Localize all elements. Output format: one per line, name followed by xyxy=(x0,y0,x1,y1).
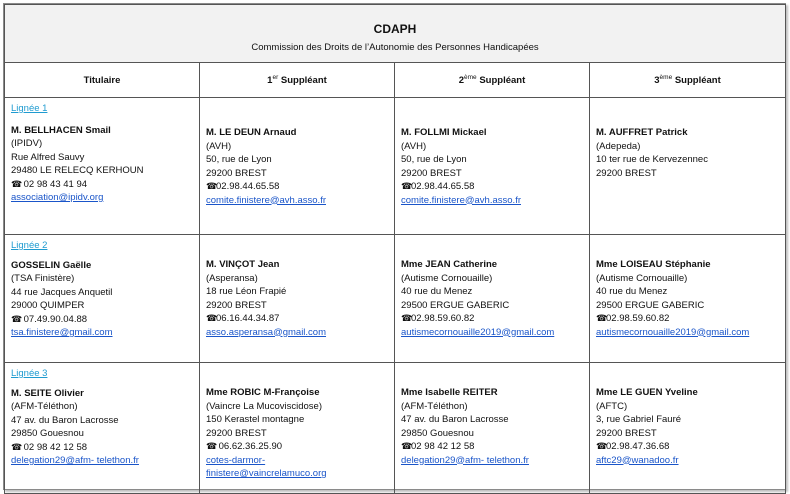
lignee-link[interactable]: Lignée 3 xyxy=(11,368,48,379)
contact-phone: ☎02.98.44.65.58 xyxy=(206,181,280,192)
contact-address: 3, rue Gabriel Fauré xyxy=(596,414,682,425)
contact-phone: ☎ 07.49.90.04.88 xyxy=(11,313,88,325)
contact-name: M. AUFFRET Patrick xyxy=(596,127,688,138)
telephone-icon: ☎ xyxy=(11,178,23,189)
contact-address: 10 ter rue de Kervezennec xyxy=(596,154,708,165)
contact-email-link[interactable]: tsa.finistere@gmail.com xyxy=(11,327,113,338)
contact-cell xyxy=(5,98,200,235)
lignee-link[interactable]: Lignée 2 xyxy=(11,240,48,251)
contact-email-link[interactable]: finistere@vaincrelamuco.org xyxy=(206,468,327,479)
contact-email-link[interactable]: autismecornouaille2019@gmail.com xyxy=(596,326,750,338)
contact-address: 40 rue du Menez xyxy=(401,286,473,297)
contact-city: 29200 BREST xyxy=(206,167,267,179)
contact-phone: ☎02.98.47.36.68 xyxy=(596,441,670,452)
contact-cell xyxy=(5,363,200,494)
table-row xyxy=(5,98,786,235)
contact-phone: ☎02.98.59.60.82 xyxy=(596,313,670,324)
contact-city: 29200 BREST xyxy=(596,427,657,439)
page-title: CDAPH xyxy=(373,22,417,36)
column-header-suppleant-2: 2ème Suppléant xyxy=(395,63,590,98)
contact-city: 29500 ERGUE GABERIC xyxy=(596,299,705,311)
contact-city: 29200 BREST xyxy=(206,299,267,311)
contact-org: (IPIDV) xyxy=(11,138,43,149)
contact-city: 29200 BREST xyxy=(596,167,657,179)
contact-city: 29850 Gouesnou xyxy=(11,428,84,439)
lignee-link[interactable]: Lignée 1 xyxy=(11,103,48,114)
contact-address: 40 rue du Menez xyxy=(596,286,668,297)
contact-org: (Adepeda) xyxy=(596,140,641,152)
contact-cell xyxy=(395,363,590,494)
contact-org: (AFTC) xyxy=(596,400,628,412)
telephone-icon: ☎ xyxy=(206,181,218,191)
contact-address: 50, rue de Lyon xyxy=(206,154,272,165)
contact-org: (AFM-Téléthon) xyxy=(11,401,78,412)
contact-cell xyxy=(590,363,786,494)
contact-name: M. VINÇOT Jean xyxy=(206,259,280,270)
contact-cell xyxy=(5,235,200,363)
contact-name: Mme ROBIC M-Françoise xyxy=(206,387,320,398)
contact-phone: ☎02.98.44.65.58 xyxy=(401,181,475,192)
telephone-icon: ☎ xyxy=(206,313,218,323)
contact-name: M. LE DEUN Arnaud xyxy=(206,127,297,138)
cdaph-table xyxy=(4,4,786,494)
contact-cell xyxy=(590,235,786,363)
contact-org: (TSA Finistère) xyxy=(11,273,75,284)
contact-org: (Vaincre La Mucoviscidose) xyxy=(206,400,322,412)
contact-name: GOSSELIN Gaëlle xyxy=(11,259,92,271)
telephone-icon: ☎ xyxy=(401,313,413,323)
contact-address: 47 av. du Baron Lacrosse xyxy=(401,414,509,425)
contact-org: (AFM-Téléthon) xyxy=(401,400,468,412)
contact-address: 150 Kerastel montagne xyxy=(206,414,305,425)
contact-name: M. FOLLMI Mickael xyxy=(401,127,487,138)
contact-email-link[interactable]: cotes-darmor- xyxy=(206,454,266,466)
contact-email-link[interactable]: autismecornouaille2019@gmail.com xyxy=(401,326,555,338)
contact-phone: ☎ 02 98 43 41 94 xyxy=(11,178,88,190)
contact-cell xyxy=(200,98,395,235)
contact-cell xyxy=(395,98,590,235)
telephone-icon: ☎ xyxy=(401,181,413,191)
contact-email-link[interactable]: association@ipidv.org xyxy=(11,192,104,203)
column-header-suppleant-1: 1er Suppléant xyxy=(200,63,395,98)
table-row xyxy=(5,235,786,363)
telephone-icon: ☎ xyxy=(596,313,608,323)
contact-city: 29200 BREST xyxy=(206,427,267,439)
telephone-icon: ☎ xyxy=(206,441,218,451)
contact-city: 29850 Gouesnou xyxy=(401,427,474,439)
page-subtitle: Commission des Droits de l’Autonomie des Personnes Handicapées xyxy=(251,42,539,53)
contact-email-link[interactable]: comite.finistere@avh.asso.fr xyxy=(401,194,521,206)
contact-phone: ☎ 02 98 42 12 58 xyxy=(11,441,88,453)
contact-name: M. SEITE Olivier xyxy=(11,387,84,399)
telephone-icon: ☎ xyxy=(401,441,413,451)
contact-org: (AVH) xyxy=(401,140,427,152)
contact-city: 29500 ERGUE GABERIC xyxy=(401,299,510,311)
contact-address: 18 rue Léon Frapié xyxy=(206,286,287,297)
contact-org: (Autisme Cornouaille) xyxy=(596,272,688,284)
contact-phone: ☎02 98 42 12 58 xyxy=(401,441,475,452)
contact-phone: ☎06.16.44.34.87 xyxy=(206,313,280,324)
contact-address: 47 av. du Baron Lacrosse xyxy=(11,414,119,426)
telephone-icon: ☎ xyxy=(596,441,608,451)
contact-cell xyxy=(590,98,786,235)
contact-email-link[interactable]: aftc29@wanadoo.fr xyxy=(596,454,679,466)
contact-email-link[interactable]: asso.asperansa@gmail.com xyxy=(206,326,327,338)
contact-address: 50, rue de Lyon xyxy=(401,154,467,165)
contact-city: 29000 QUIMPER xyxy=(11,300,85,311)
contact-phone: ☎ 06.62.36.25.90 xyxy=(206,441,283,452)
telephone-icon: ☎ xyxy=(11,313,23,324)
contact-cell xyxy=(200,363,395,494)
contact-phone: ☎02.98.59.60.82 xyxy=(401,313,475,324)
telephone-icon: ☎ xyxy=(11,441,23,452)
contact-address: 44 rue Jacques Anquetil xyxy=(11,286,113,298)
column-header-titulaire: Titulaire xyxy=(5,63,200,98)
contact-name: Mme JEAN Catherine xyxy=(401,259,498,270)
table-row xyxy=(5,363,786,494)
contact-email-link[interactable]: delegation29@afm- telethon.fr xyxy=(401,454,529,466)
contact-email-link[interactable]: delegation29@afm- telethon.fr xyxy=(11,455,139,466)
contact-name: M. BELLHACEN Smail xyxy=(11,124,111,136)
document-frame xyxy=(3,3,786,490)
contact-name: Mme LOISEAU Stéphanie xyxy=(596,259,711,270)
column-header-suppleant-3: 3ème Suppléant xyxy=(590,63,786,98)
contact-org: (AVH) xyxy=(206,140,232,152)
contact-address: Rue Alfred Sauvy xyxy=(11,151,85,163)
contact-name: Mme LE GUEN Yveline xyxy=(596,387,698,398)
title-cell xyxy=(5,5,786,63)
contact-cell xyxy=(200,235,395,363)
contact-name: Mme Isabelle REITER xyxy=(401,387,498,398)
contact-org: (Asperansa) xyxy=(206,272,258,284)
contact-city: 29480 LE RELECQ KERHOUN xyxy=(11,165,144,176)
contact-org: (Autisme Cornouaille) xyxy=(401,272,493,284)
contact-email-link[interactable]: comite.finistere@avh.asso.fr xyxy=(206,194,326,206)
contact-city: 29200 BREST xyxy=(401,167,462,179)
contact-cell xyxy=(395,235,590,363)
